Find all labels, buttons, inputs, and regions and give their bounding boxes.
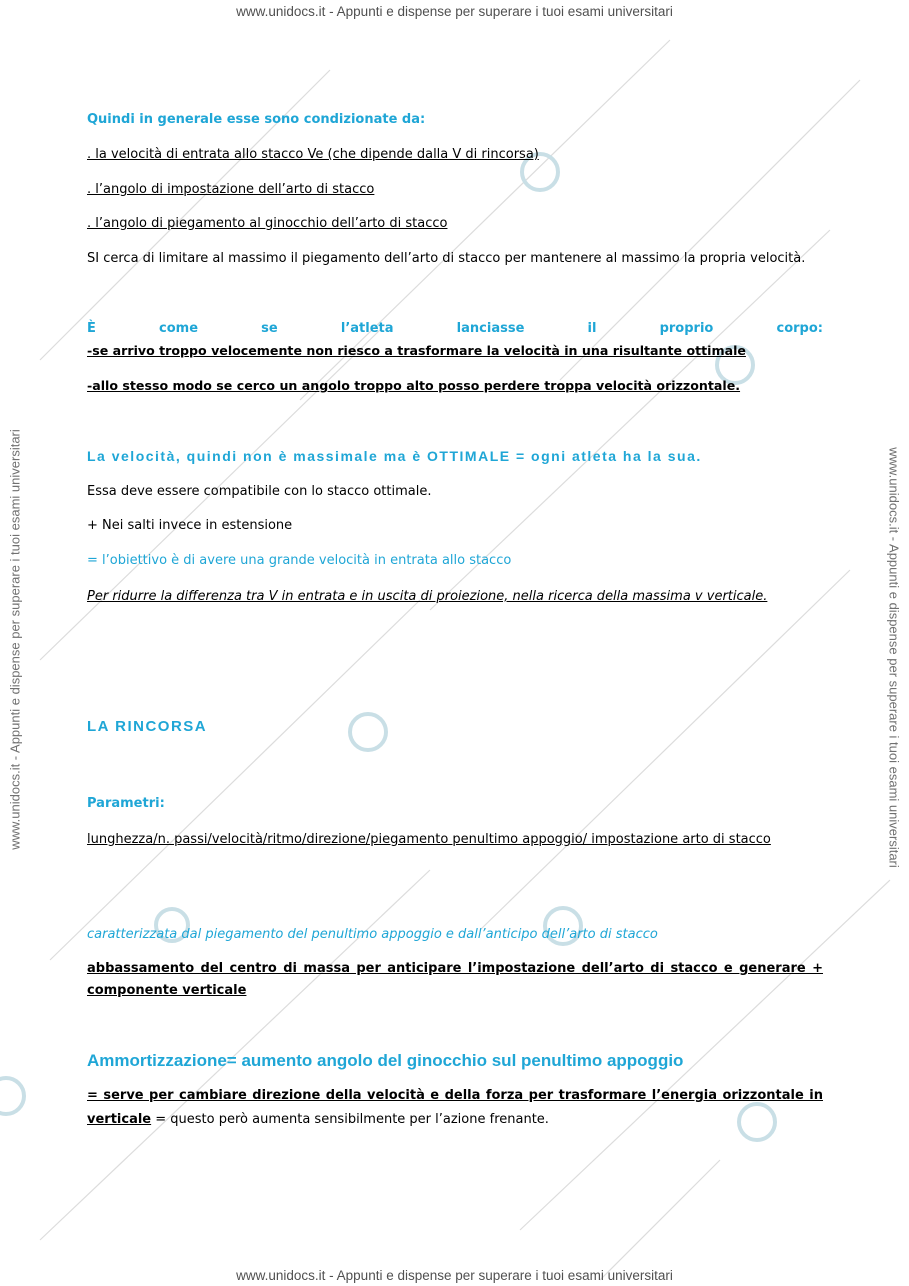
comparison-heading (87, 321, 823, 337)
characterized-note: caratterizzata dal piegamento del penultimo appoggio e dall’anticipo dell’arto di stacco (87, 927, 658, 942)
compat-note: Essa deve essere compatibile con lo stacco ottimale. (87, 484, 432, 499)
comparison-word: proprio (659, 321, 714, 336)
ammort-rest: = questo però aumenta sensibilmente per l’azione frenante. (151, 1112, 549, 1127)
params-list: lunghezza/n. passi/velocità/ritmo/direzione/piegamento penultimo appoggio/ impostazione arto di stacco (87, 832, 771, 847)
ammort-heading: Ammortizzazione= aumento angolo del ginocchio sul penultimo appoggio (87, 1051, 684, 1070)
lowering-note: abbassamento del centro di massa per anticipare l’impostazione dell’arto di stacco e generare + componente verticale (87, 961, 823, 998)
comparison-word: corpo: (776, 321, 823, 336)
intro-heading: Quindi in generale esse sono condizionate da: (87, 112, 426, 127)
section-title: LA RINCORSA (87, 718, 208, 735)
ammort-underlined: = serve per cambiare direzione della velocità e della forza per trasformare l’energia orizzontale in verticale (87, 1088, 823, 1127)
watermark-top: www.unidocs.it - Appunti e dispense per superare i tuoi esami universitari (236, 4, 673, 19)
condition-3: . l’angolo di piegamento al ginocchio dell’arto di stacco (87, 216, 448, 231)
params-label: Parametri: (87, 796, 165, 811)
condition-2: . l’angolo di impostazione dell’arto di stacco (87, 182, 375, 197)
condition-1: . la velocità di entrata allo stacco Ve (che dipende dalla V di rincorsa) (87, 147, 539, 162)
extension-note: + Nei salti invece in estensione (87, 518, 293, 533)
comparison-word: È (87, 321, 96, 336)
reduce-note: Per ridurre la differenza tra V in entrata e in uscita di proiezione, nella ricerca della massima v verticale. (87, 589, 768, 604)
watermark-left: www.unidocs.it - Appunti e dispense per superare i tuoi esami universitari (7, 429, 23, 850)
comparison-word: il (587, 321, 597, 336)
ammort-text (87, 1084, 823, 1132)
comparison-word: l’atleta (340, 321, 394, 336)
velocity-heading: La velocità, quindi non è massimale ma è OTTIMALE = ogni atleta ha la sua. (87, 448, 702, 464)
watermark-bottom: www.unidocs.it - Appunti e dispense per superare i tuoi esami universitari (236, 1268, 673, 1283)
comparison-2: -allo stesso modo se cerco un angolo troppo alto posso perdere troppa velocità orizzontale. (87, 378, 741, 393)
comparison-word: lanciasse (456, 321, 525, 336)
watermark-right: www.unidocs.it - Appunti e dispense per superare i tuoi esami universitari (886, 447, 902, 868)
objective: = l’obiettivo è di avere una grande velocità in entrata allo stacco (87, 553, 512, 568)
comparison-word: se (261, 321, 278, 336)
limit-note: SI cerca di limitare al massimo il piegamento dell’arto di stacco per mantenere al massimo la propria velocità. (87, 251, 806, 266)
comparison-1: -se arrivo troppo velocemente non riesco a trasformare la velocità in una risultante ottimale (87, 343, 746, 358)
comparison-word: come (159, 321, 199, 336)
